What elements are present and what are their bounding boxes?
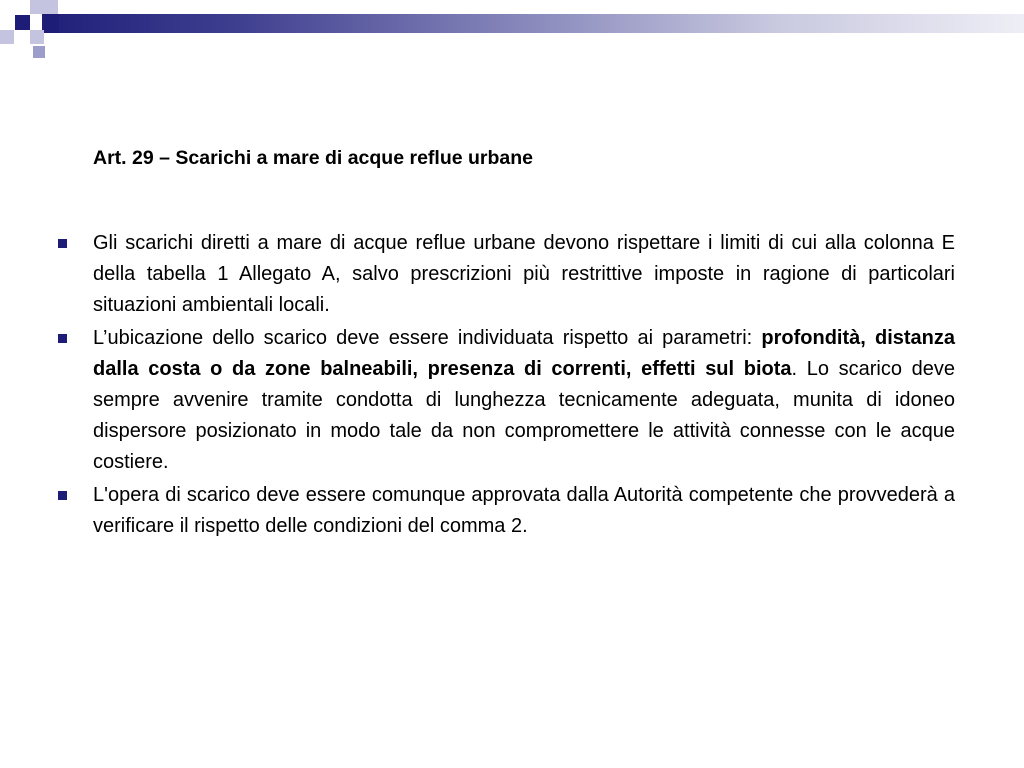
square-bullet-icon <box>58 334 67 343</box>
bullet-text-before: L’ubicazione dello scarico deve essere individuata rispetto ai parametri: <box>93 327 762 349</box>
square-pattern-icon <box>15 15 30 30</box>
header-gradient-band <box>42 14 1024 33</box>
bullet-text: Gli scarichi diretti a mare di acque reflue urbane devono rispettare i limiti di cui alla colonna E della tabella 1 Allegato A, salvo prescrizioni più restrittive imposte in ragione di particolari situazioni ambientali locali. <box>93 232 955 316</box>
bullet-list <box>58 228 955 544</box>
square-pattern-icon <box>0 30 14 44</box>
bullet-item <box>58 480 955 542</box>
square-pattern-icon <box>44 14 59 33</box>
bullet-item <box>58 228 955 321</box>
square-pattern-icon <box>44 0 58 14</box>
square-pattern-icon <box>30 0 44 14</box>
square-pattern-icon <box>30 30 44 44</box>
square-bullet-icon <box>58 239 67 248</box>
square-bullet-icon <box>58 491 67 500</box>
slide-title: Art. 29 – Scarichi a mare di acque reflue urbane <box>93 147 534 169</box>
bullet-text-after: . Lo scarico deve sempre avvenire tramite condotta di lunghezza tecnicamente adeguata, munita di idoneo dispersore posizionato in modo tale da non compromettere le attività connesse con le acque costiere. <box>93 358 955 473</box>
bullet-item <box>58 323 955 478</box>
bullet-text: L'opera di scarico deve essere comunque approvata dalla Autorità competente che provvederà a verificare il rispetto delle condizioni del comma 2. <box>93 484 955 537</box>
square-pattern-icon <box>33 46 45 58</box>
bullet-text-bold: profondità, distanza dalla costa o da zone balneabili, presenza di correnti, effetti sul biota <box>93 327 955 380</box>
